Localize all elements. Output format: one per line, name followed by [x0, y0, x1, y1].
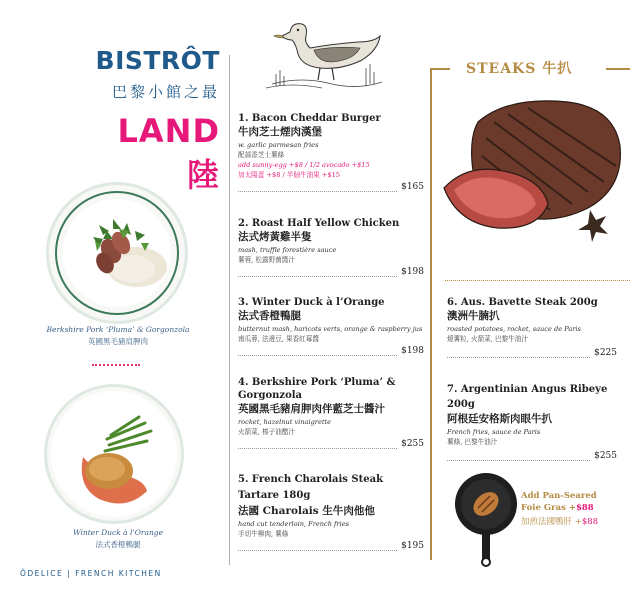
item-desc-zh: 薯條, 巴黎牛油汁	[447, 438, 498, 446]
item-price: $198	[401, 267, 424, 277]
addon-price-en: $88	[575, 503, 594, 513]
item-title-en: 5. French Charolais Steak Tartare 180g	[238, 474, 384, 501]
item-title-zh: 澳洲牛腩扒	[447, 310, 500, 322]
item-title-zh: 牛肉芝士煙肉漢堡	[238, 126, 322, 138]
item-title-zh: 法式烤黃雞半隻	[238, 231, 312, 243]
duck-dish-image	[44, 384, 184, 524]
item-price: $225	[594, 348, 617, 358]
item-title-en: 1. Bacon Cheddar Burger	[238, 113, 381, 124]
item-title-zh: 英國黑毛豬肩胛肉伴藍芝士醬汁	[238, 403, 385, 415]
skillet-illustration	[448, 470, 526, 574]
item-desc-en: mash, truffle forestière sauce	[238, 246, 337, 254]
duck-caption-en: Winter Duck à l’Orange	[72, 528, 164, 537]
item-desc-zh: 薯蓉, 松露野菌醬汁	[238, 256, 295, 264]
menu-item-1	[238, 112, 424, 192]
item-title-en: 2. Roast Half Yellow Chicken	[238, 218, 400, 229]
item-desc-en: roasted potatoes, rocket, sauce de Paris	[447, 325, 581, 333]
section-title-land: LAND 陸	[117, 112, 220, 194]
item-desc-zh: 手切牛柳肉, 薯條	[238, 530, 289, 538]
item-title-zh: 法式香橙鴨腿	[238, 310, 301, 322]
item-price: $195	[401, 541, 424, 551]
item-addon-zh: 加太陽蛋 +$8 / 半個牛油果 +$15	[238, 171, 340, 179]
item-price: $198	[401, 346, 424, 356]
footer-brand: ÔDELICE | FRENCH KITCHEN	[20, 569, 162, 578]
item-price-row	[238, 346, 424, 356]
duck-caption-zh: 法式香橙鴨腿	[95, 540, 141, 549]
steak-item-6	[447, 296, 617, 358]
pork-caption	[38, 325, 198, 347]
duck-illustration	[262, 14, 388, 92]
column-divider	[229, 55, 230, 565]
item-title-en: 3. Winter Duck à l’Orange	[238, 297, 385, 308]
item-price: $255	[401, 439, 424, 449]
brand-subtitle: 巴黎小館之最	[111, 83, 220, 101]
item-price-row	[238, 541, 424, 551]
item-price-row	[238, 439, 424, 449]
item-price-row	[447, 451, 617, 461]
steak-item-7	[447, 382, 617, 461]
item-desc-zh: 南瓜蓉, 法邊豆, 果香紅莓醬	[238, 335, 319, 343]
item-desc-en: French fries, sauce de Paris	[447, 428, 541, 436]
item-price: $255	[594, 451, 617, 461]
addon-price-zh: $88	[581, 517, 599, 527]
pork-caption-zh: 英國黑毛豬肩胛肉	[88, 337, 148, 346]
pork-caption-en: Berkshire Pork ‘Pluma’ & Gorgonzola	[46, 325, 190, 334]
steaks-divider	[445, 280, 630, 281]
item-title-en: 6. Aus. Bavette Steak 200g	[447, 297, 598, 308]
addon-line-3: 加煎法國鴨肝 +	[521, 517, 582, 527]
dotted-divider	[92, 364, 140, 366]
addon-line-2: Foie Gras +	[521, 503, 576, 513]
item-title-en: 4. Berkshire Pork ‘Pluma’ & Gorgonzola	[238, 377, 396, 401]
item-desc-zh: 配蒜香芝士薯條	[238, 151, 285, 159]
brand-block	[80, 46, 220, 196]
item-price-row	[238, 267, 424, 277]
menu-item-2	[238, 217, 424, 277]
item-title-zh: 法國 Charolais 生牛肉他他	[238, 505, 375, 517]
foie-gras-addon	[521, 490, 631, 530]
item-title-zh: 阿根廷安格斯肉眼牛扒	[447, 413, 552, 425]
pork-dish-image	[46, 182, 188, 324]
steaks-title: STEAKS 牛扒	[466, 61, 573, 77]
item-desc-en: butternut mash, haricots verts, orange & raspberry jus	[238, 325, 423, 333]
item-price-row	[447, 348, 617, 358]
item-price: $165	[401, 182, 424, 192]
menu-item-3	[238, 296, 424, 356]
item-desc-en: rocket, hazelnut vinaigrette	[238, 418, 332, 426]
menu-item-5	[238, 472, 424, 551]
item-addon-en: add sunny-egg +$8 / 1/2 avocado +$15	[238, 161, 370, 169]
menu-item-4	[238, 376, 424, 449]
brand-name: BISTRÔT	[95, 46, 220, 75]
item-desc-zh: 燒薯粒, 火箭菜, 巴黎牛油汁	[447, 335, 528, 343]
item-price-row	[238, 182, 424, 192]
item-desc-en: hand cut tenderloin, French fries	[238, 520, 350, 528]
item-title-en: 7. Argentinian Angus Ribeye 200g	[447, 384, 608, 410]
duck-caption	[38, 528, 198, 550]
item-desc-zh: 火箭菜, 榛子油醋汁	[238, 428, 295, 436]
addon-line-1: Add Pan-Seared	[521, 491, 597, 501]
steak-illustration	[438, 92, 628, 242]
item-desc-en: w. garlic parmesan fries	[238, 141, 319, 149]
